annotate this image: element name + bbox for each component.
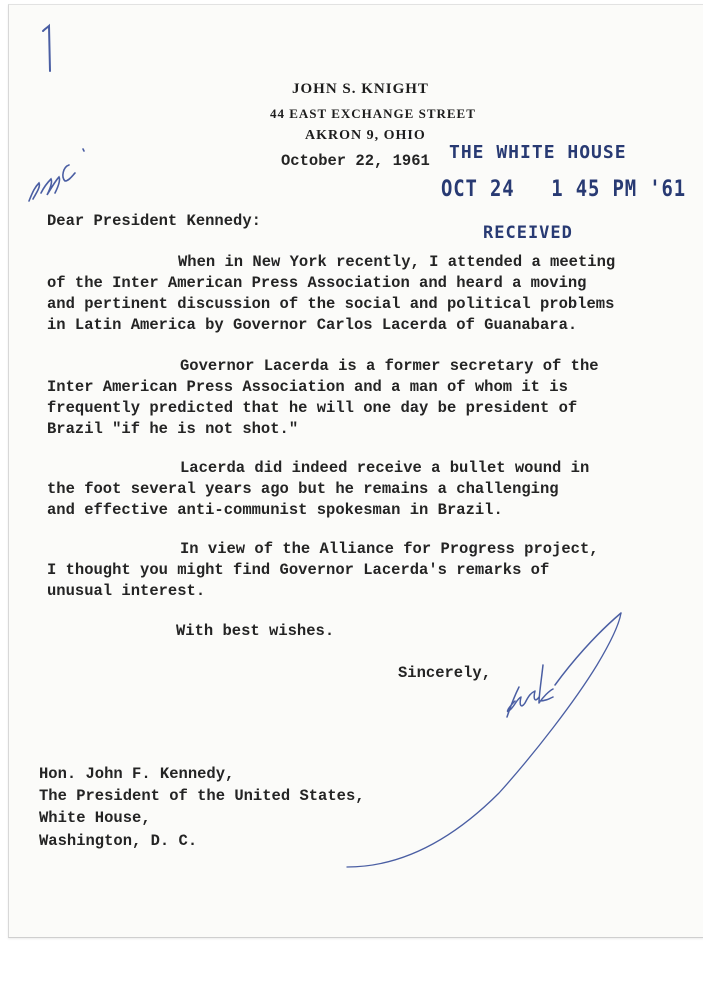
- paragraph-line: frequently predicted that he will one day be president of: [47, 399, 578, 417]
- recipient-line: Hon. John F. Kennedy,: [39, 765, 235, 783]
- recipient-line: White House,: [39, 809, 151, 827]
- salutation: Dear President Kennedy:: [47, 212, 261, 230]
- paragraph-line: Governor Lacerda is a former secretary of the: [180, 357, 599, 375]
- paragraph-line: and effective anti-communist spokesman in Brazil.: [47, 501, 503, 519]
- enc-handwritten-note: [25, 143, 91, 213]
- paragraph-line: Brazil "if he is not shot.": [47, 420, 299, 438]
- stamp-office: THE WHITE HOUSE: [449, 142, 627, 163]
- paragraph-line: In view of the Alliance for Progress project,: [180, 540, 599, 558]
- letter-page: [8, 4, 703, 938]
- letterhead-city: AKRON 9, OHIO: [305, 128, 426, 143]
- closing-wishes: With best wishes.: [176, 622, 335, 640]
- paragraph-line: in Latin America by Governor Carlos Lacerda of Guanabara.: [47, 316, 578, 334]
- recipient-line: Washington, D. C.: [39, 832, 198, 850]
- handwritten-signature: [339, 605, 649, 875]
- stamp-datetime: OCT 24 1 45 PM '61: [441, 177, 687, 202]
- margin-mark-1: [39, 23, 59, 75]
- paragraph-line: Lacerda did indeed receive a bullet wound in: [180, 459, 590, 477]
- paragraph-line: and pertinent discussion of the social and political problems: [47, 295, 615, 313]
- stamp-received: RECEIVED: [483, 223, 573, 243]
- letter-date: October 22, 1961: [281, 152, 430, 170]
- paragraph-line: I thought you might find Governor Lacerda's remarks of: [47, 561, 550, 579]
- paragraph-line: When in New York recently, I attended a meeting: [178, 253, 616, 271]
- paragraph-line: the foot several years ago but he remains a challenging: [47, 480, 559, 498]
- paragraph-line: unusual interest.: [47, 582, 206, 600]
- paragraph-line: of the Inter American Press Association and heard a moving: [47, 274, 587, 292]
- paragraph-line: Inter American Press Association and a man of whom it is: [47, 378, 568, 396]
- letterhead-street: 44 EAST EXCHANGE STREET: [270, 106, 476, 121]
- letterhead-name: JOHN S. KNIGHT: [292, 81, 429, 97]
- recipient-line: The President of the United States,: [39, 787, 365, 805]
- closing-sincerely: Sincerely,: [398, 664, 492, 682]
